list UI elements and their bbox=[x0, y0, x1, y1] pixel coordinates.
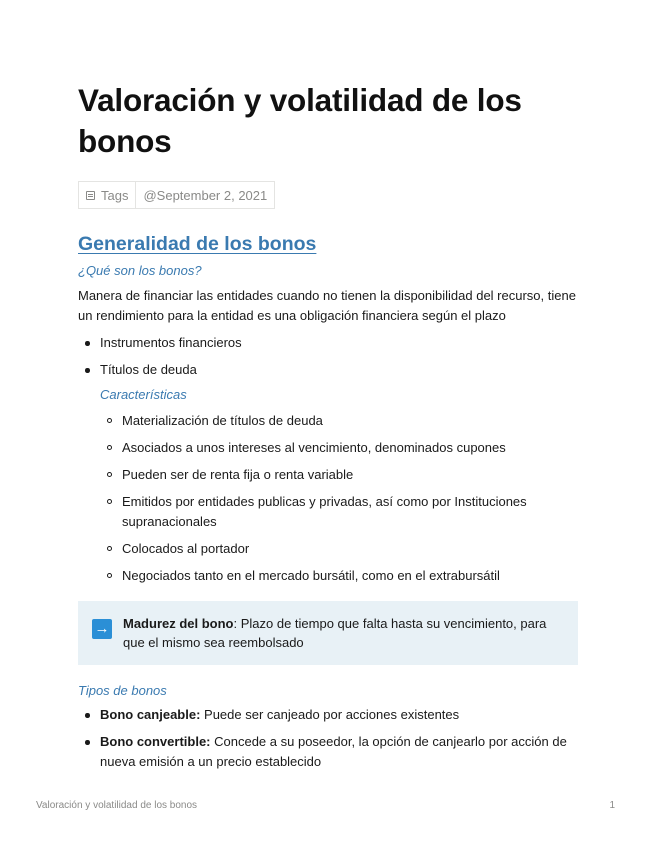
characteristics-list bbox=[100, 411, 578, 586]
type-text: Puede ser canjeado por acciones existentes bbox=[200, 707, 460, 722]
list-item: Negociados tanto en el mercado bursátil, como en el extrabursátil bbox=[100, 566, 578, 586]
subheading-characteristics: Características bbox=[100, 387, 187, 402]
list-item: Instrumentos financieros bbox=[78, 333, 578, 353]
bond-types-list bbox=[78, 705, 578, 772]
list-item bbox=[78, 732, 578, 772]
date-property[interactable] bbox=[135, 182, 274, 208]
list-item: Pueden ser de renta fija o renta variable bbox=[100, 465, 578, 485]
page-footer bbox=[36, 800, 615, 811]
list-icon bbox=[86, 191, 95, 200]
type-text: Concede a su poseedor, la opción de canjearlo por acción de nueva emisión a un precio establecido bbox=[100, 734, 567, 769]
list-item: Materialización de títulos de deuda bbox=[100, 411, 578, 431]
section-heading[interactable]: Generalidad de los bonos bbox=[78, 233, 317, 255]
subheading-bond-types: Tipos de bonos bbox=[78, 683, 167, 698]
list-item: Emitidos por entidades publicas y privadas, así como por Instituciones supranacionales bbox=[100, 492, 578, 532]
tags-property[interactable] bbox=[79, 182, 135, 208]
subheading-what-are-bonds: ¿Qué son los bonos? bbox=[78, 263, 202, 278]
page-number: 1 bbox=[609, 800, 615, 811]
document-page bbox=[78, 80, 578, 772]
date-value: @September 2, 2021 bbox=[143, 187, 268, 203]
list-item: Asociados a unos intereses al vencimiento, denominados cupones bbox=[100, 438, 578, 458]
properties-row bbox=[78, 181, 275, 209]
callout-term: Madurez del bono bbox=[123, 616, 234, 631]
type-term: Bono convertible: bbox=[100, 734, 211, 749]
footer-title: Valoración y volatilidad de los bonos bbox=[36, 800, 198, 811]
type-term: Bono canjeable: bbox=[100, 707, 201, 722]
callout-box bbox=[78, 601, 578, 665]
list-item bbox=[78, 360, 578, 586]
main-bullet-list bbox=[78, 333, 578, 586]
callout-text: : Plazo de tiempo que falta hasta su vencimiento, para que el mismo sea reembolsado bbox=[123, 616, 547, 650]
list-item-text: Títulos de deuda bbox=[100, 362, 197, 377]
page-title: Valoración y volatilidad de los bonos bbox=[78, 82, 522, 159]
tags-label: Tags bbox=[101, 187, 129, 203]
arrow-right-icon: → bbox=[92, 619, 112, 639]
list-item: Colocados al portador bbox=[100, 539, 578, 559]
list-item bbox=[78, 705, 578, 725]
intro-paragraph: Manera de financiar las entidades cuando no tienen la disponibilidad del recurso, tiene un rendimiento para la entidad es una obligación financiera según el plazo bbox=[78, 288, 576, 323]
